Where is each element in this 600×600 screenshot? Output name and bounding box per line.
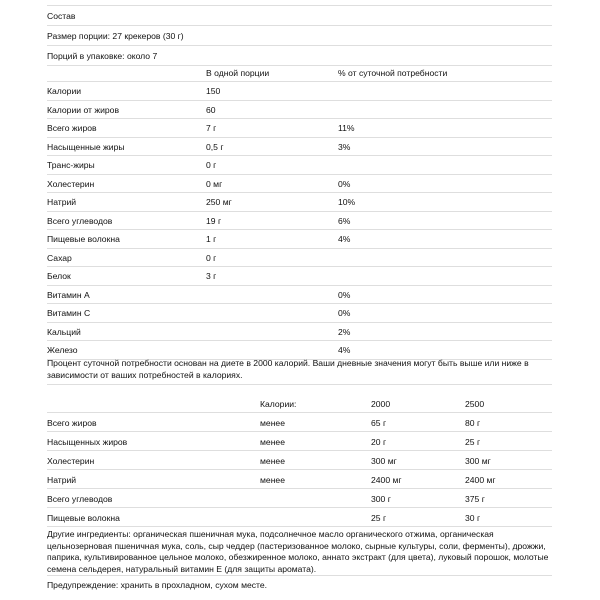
nutrition-row xyxy=(47,341,552,360)
nutrient-daily-value: 4% xyxy=(338,345,351,355)
nutrition-row xyxy=(47,119,552,138)
nutrient-amount: 1 г xyxy=(206,234,217,244)
nutrition-row xyxy=(47,156,552,175)
reference-value-2000: 25 г xyxy=(371,513,387,523)
nutrient-daily-value: 6% xyxy=(338,215,351,226)
nutrition-row xyxy=(47,175,552,194)
reference-col-2500: 2500 xyxy=(465,399,485,409)
nutrition-row xyxy=(47,193,552,212)
nutrient-daily-value: 0% xyxy=(338,289,351,300)
nutrition-row xyxy=(47,304,552,323)
header-block xyxy=(47,6,552,66)
footnote: Процент суточной потребности основан на диете в 2000 калорий. Ваши дневные значения могут быть выше или ниже в зависимости от ваших потребностей в калориях. xyxy=(47,358,529,380)
nutrient-daily-value: 0% xyxy=(338,178,351,189)
reference-header-row xyxy=(47,394,552,413)
nutrient-name: Всего углеводов xyxy=(47,215,113,226)
reference-value-2500: 2400 мг xyxy=(465,475,496,485)
nutrition-row xyxy=(47,101,552,120)
nutrition-rows xyxy=(47,82,552,360)
reference-table xyxy=(47,394,552,527)
reference-row xyxy=(47,508,552,527)
serving-size: Размер порции: 27 крекеров (30 г) xyxy=(47,31,184,41)
reference-rows xyxy=(47,413,552,527)
reference-nutrient: Насыщенных жиров xyxy=(47,437,128,447)
nutrient-daily-value: 11% xyxy=(338,123,355,133)
nutrient-name: Витамин C xyxy=(47,308,91,318)
reference-qualifier: менее xyxy=(260,418,285,428)
reference-qualifier: менее xyxy=(260,437,285,447)
reference-row xyxy=(47,413,552,432)
nutrition-row xyxy=(47,212,552,231)
nutrient-daily-value: 2% xyxy=(338,326,351,337)
nutrient-daily-value: 0% xyxy=(338,308,351,318)
nutrition-row xyxy=(47,138,552,157)
nutrient-name: Калории xyxy=(47,86,82,96)
reference-nutrient: Всего жиров xyxy=(47,418,97,428)
nutrient-name: Транс-жиры xyxy=(47,160,95,170)
nutrient-amount: 7 г xyxy=(206,123,217,133)
reference-row xyxy=(47,489,552,508)
warning: Предупреждение: хранить в прохладном, сухом месте. xyxy=(47,580,268,590)
reference-nutrient: Холестерин xyxy=(47,456,95,466)
nutrient-amount: 0 г xyxy=(206,160,217,170)
reference-value-2500: 25 г xyxy=(465,437,481,447)
nutrient-amount: 150 xyxy=(206,86,221,96)
ingredients-divider xyxy=(47,575,552,576)
composition-title-row xyxy=(47,6,552,26)
nutrition-row xyxy=(47,267,552,286)
reference-row xyxy=(47,451,552,470)
nutrition-row xyxy=(47,82,552,101)
nutrition-header-row xyxy=(47,63,552,82)
nutrient-daily-value: 4% xyxy=(338,234,351,244)
ingredients-block xyxy=(47,529,552,575)
reference-value-2500: 300 мг xyxy=(465,456,491,466)
nutrient-name: Холестерин xyxy=(47,178,95,189)
nutrient-amount: 3 г xyxy=(206,271,217,281)
nutrient-amount: 250 мг xyxy=(206,197,232,207)
reference-col-2000: 2000 xyxy=(371,399,391,409)
reference-nutrient: Всего углеводов xyxy=(47,494,113,504)
servings-per-container: Порций в упаковке: около 7 xyxy=(47,51,158,61)
reference-value-2000: 2400 мг xyxy=(371,475,402,485)
nutrient-amount: 0,5 г xyxy=(206,141,224,152)
nutrition-row xyxy=(47,286,552,305)
col-daily-value: % от суточной потребности xyxy=(338,68,448,78)
nutrient-name: Железо xyxy=(47,345,78,355)
nutrient-name: Пищевые волокна xyxy=(47,234,120,244)
nutrition-row xyxy=(47,230,552,249)
reference-value-2500: 80 г xyxy=(465,418,481,428)
reference-value-2500: 30 г xyxy=(465,513,481,523)
reference-value-2000: 300 мг xyxy=(371,456,397,466)
nutrition-row xyxy=(47,323,552,342)
nutrition-row xyxy=(47,249,552,268)
reference-value-2500: 375 г xyxy=(465,494,485,504)
nutrient-amount: 0 мг xyxy=(206,178,223,189)
reference-calories-label: Калории: xyxy=(260,399,297,409)
serving-size-row xyxy=(47,26,552,46)
reference-row xyxy=(47,432,552,451)
nutrient-amount: 0 г xyxy=(206,252,217,263)
reference-qualifier: менее xyxy=(260,456,285,466)
reference-nutrient: Натрий xyxy=(47,475,77,485)
nutrient-daily-value: 3% xyxy=(338,141,351,152)
ingredients: Другие ингредиенты: органическая пшеничная мука, подсолнечное масло органического отжима, органическая цельнозерновая пшеничная мука, соль, сыр чеддер (пастеризованное молоко, сырные культуры, соли, ферменты), дрожжи, паприка, культивированное цельное молоко, обезжиренное молоко, аннато экстракт (для цвета), луковый порошок, молотые семена сельдерея, натуральный витамин E (для защиты аромата). xyxy=(47,529,549,574)
nutrient-daily-value: 10% xyxy=(338,197,356,207)
nutrient-name: Натрий xyxy=(47,197,77,207)
warning-block xyxy=(47,580,552,592)
nutrient-name: Насыщенные жиры xyxy=(47,141,125,152)
nutrient-name: Всего жиров xyxy=(47,123,97,133)
footnote-divider xyxy=(47,384,552,385)
reference-value-2000: 65 г xyxy=(371,418,387,428)
nutrient-name: Сахар xyxy=(47,252,72,263)
reference-row xyxy=(47,470,552,489)
nutrient-name: Калории от жиров xyxy=(47,104,120,115)
composition-title: Состав xyxy=(47,11,76,21)
footnote-block xyxy=(47,358,552,381)
nutrient-name: Витамин A xyxy=(47,289,90,300)
reference-nutrient: Пищевые волокна xyxy=(47,513,120,523)
nutrition-table xyxy=(47,63,552,360)
nutrient-name: Белок xyxy=(47,271,71,281)
col-per-serving: В одной порции xyxy=(206,68,270,78)
reference-value-2000: 20 г xyxy=(371,437,387,447)
nutrient-amount: 19 г xyxy=(206,215,222,226)
nutrient-amount: 60 xyxy=(206,104,216,115)
reference-qualifier: менее xyxy=(260,475,285,485)
nutrient-name: Кальций xyxy=(47,326,81,337)
reference-value-2000: 300 г xyxy=(371,494,391,504)
